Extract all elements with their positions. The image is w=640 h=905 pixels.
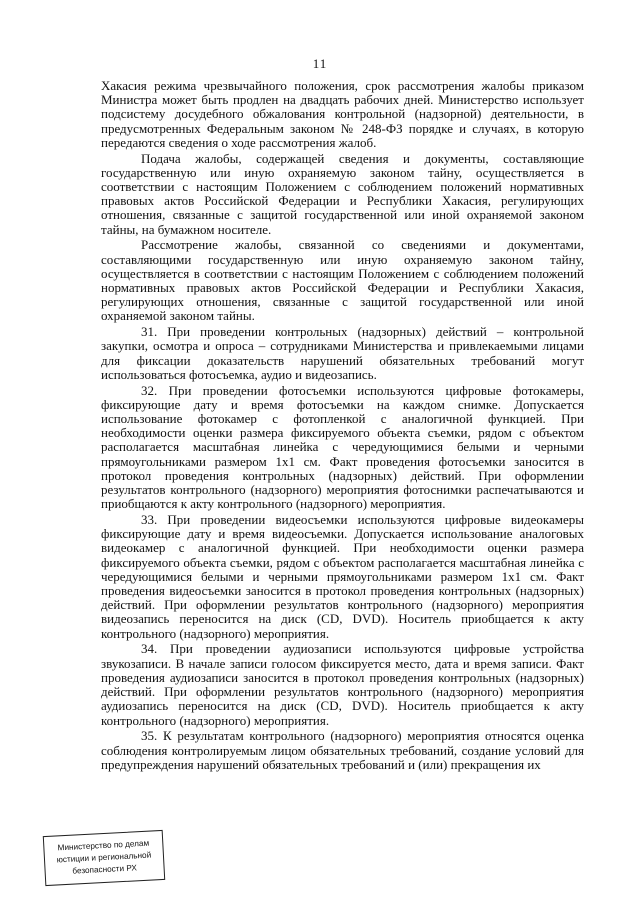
document-body [101, 79, 584, 774]
stamp-line: Министерство по делам [57, 838, 150, 853]
paragraph-item-33: 33. При проведении видеосъемки используются цифровые видеокамеры фиксирующие дату и время видеосъемки. Допускается использование аналоговых видеокамер с аналогичной функцией. При необходимости оценки размера фиксируемого объекта съемки, рядом с объектом располагается масштабная линейка с чередующимися белыми и черными прямоугольниками размером 1х1 см. Факт проведения видеосъемки заносится в протокол проведения контрольных (надзорных) действий. При оформлении результатов контрольного (надзорного) мероприятия видеозапись переносится на диск (CD, DVD). Носитель приобщается к акту контрольного (надзорного) мероприятия. [101, 512, 584, 641]
paragraph-complaint-filing: Подача жалобы, содержащей сведения и документы, составляющие государственную или иную охраняемую законом тайну, осуществляется в соответствии с настоящим Положением с соблюдением положений нормативных правовых актов Российской Федерации и Республики Хакасия, регулирующих отношения, связанные с защитой государственной или иной охраняемой законом тайны, на бумажном носителе. [101, 150, 584, 237]
stamp-line: безопасности РХ [72, 863, 138, 876]
ministry-stamp [43, 830, 165, 886]
paragraph-item-34: 34. При проведении аудиозаписи используются цифровые устройства звукозаписи. В начале записи голосом фиксируется место, дата и время записи. Факт проведения аудиозаписи заносится в протокол проведения контрольных (надзорных) действий. При оформлении результатов контрольного (надзорного) мероприятия аудиозапись переносится на диск (CD, DVD). Носитель приобщается к акту контрольного (надзорного) мероприятия. [101, 641, 584, 728]
page-number: 11 [312, 56, 328, 71]
paragraph-complaint-review: Рассмотрение жалобы, связанной со сведениями и документами, составляющими государственную или иную охраняемую законом тайну, осуществляется в соответствии с настоящим Положением с соблюдением положений нормативных правовых актов Российской Федерации и Республики Хакасия, регулирующих отношения, связанные с защитой государственной или иной охраняемой законом тайны. [101, 237, 584, 324]
paragraph-item-32: 32. При проведении фотосъемки используются цифровые фотокамеры, фиксирующие дату и время фотосъемки на каждом снимке. Допускается использование фотокамер с фотопленкой с аналогичной функцией. При необходимости оценки размера фиксируемого объекта съемки, рядом с объектом располагается масштабная линейка с чередующимися белыми и черными прямоугольниками размером 1х1 см. Факт проведения фотосъемки заносится в протокол проведения контрольных (надзорных) действий. При оформлении результатов контрольного (надзорного) мероприятия фотоснимки распечатываются и приобщаются к акту контрольного (надзорного) мероприятия. [101, 382, 584, 512]
paragraph-continuation: Хакасия режима чрезвычайного положения, срок рассмотрения жалобы приказом Министра может быть продлен на двадцать рабочих дней. Министерство использует подсистему досудебного обжалования контрольной (надзорной) деятельности, в предусмотренных Федеральным законом № 248-ФЗ порядке и случаях, в которую передаются сведения о ходе рассмотрения жалоб. [101, 78, 584, 150]
paragraph-item-31: 31. При проведении контрольных (надзорных) действий – контрольной закупки, осмотра и опроса – сотрудниками Министерства и привлекаемыми лицами для фиксации доказательств нарушений обязательных требований могут использоваться фотосъемка, аудио и видеозапись. [101, 324, 584, 382]
paragraph-item-35: 35. К результатам контрольного (надзорного) мероприятия относятся оценка соблюдения контролируемым лицом обязательных требований, создание условий для предупреждения нарушений обязательных требований и (или) прекращения их [101, 728, 584, 772]
stamp-line: юстиции и региональной [56, 850, 152, 865]
